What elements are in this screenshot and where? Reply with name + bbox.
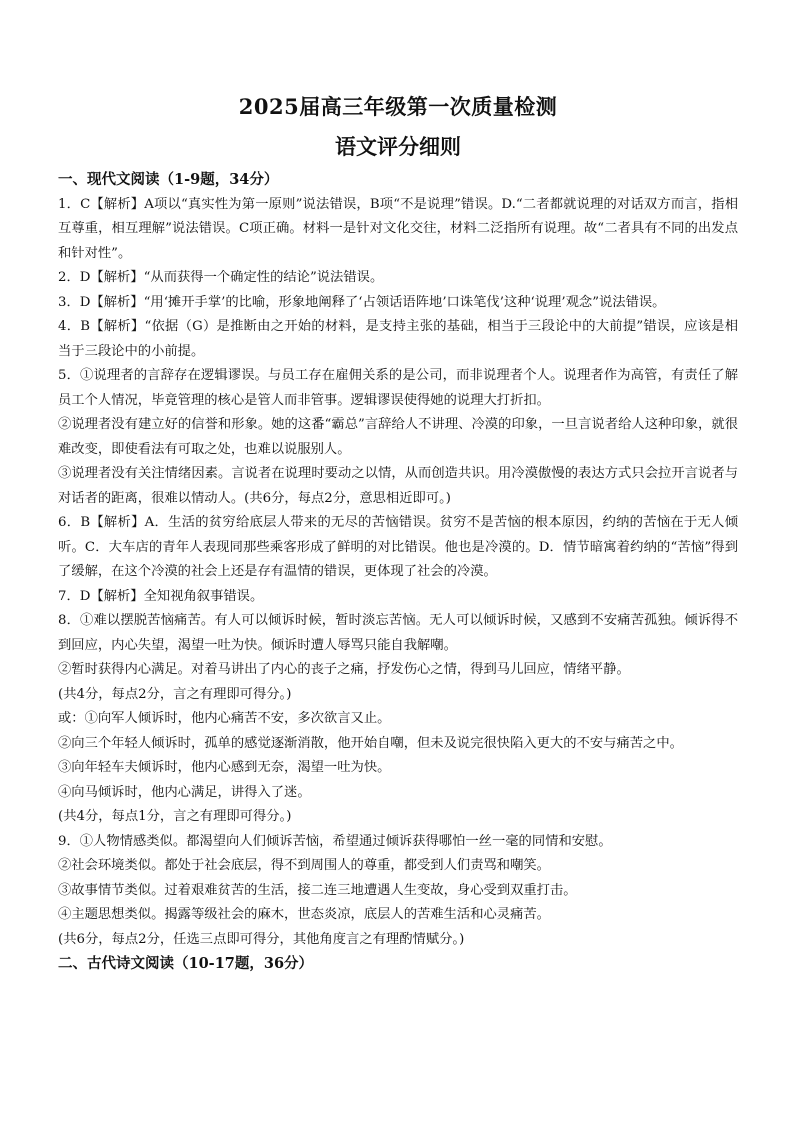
section-modern-reading [58,168,738,952]
answer-paragraph: ③说理者没有关注情绪因素。言说者在说理时要动之以情，从而创造共识。用冷漠傲慢的表达方式只会拉开言说者与对话者的距离，很难以情动人。(共6分，每点2分，意思相近即可。) [58,466,738,506]
section-classical-reading [58,952,738,977]
answer-paragraph: ②暂时获得内心满足。对着马讲出了内心的丧子之痛，抒发伤心之情，得到马儿回应，情绪平静。 [58,662,630,677]
answer-paragraph: 9．①人物情感类似。都渴望向人们倾诉苦恼，希望通过倾诉获得哪怕一丝一毫的同情和安慰。 [58,833,612,849]
answer-paragraph: ②向三个年轻人倾诉时，孤单的感觉逐渐消散，他开始自嘲，但未及说完很快陷入更大的不安与痛苦之中。 [58,735,683,751]
answer-paragraph: ②社会环境类似。都处于社会底层，得不到周围人的尊重，都受到人们责骂和嘲笑。 [58,858,550,873]
answer-paragraph: ④主题思想类似。揭露等级社会的麻木，世态炎凉，底层人的苦难生活和心灵痛苦。 [58,907,550,922]
answer-paragraph: 7．D【解析】全知视角叙事错误。 [58,588,264,604]
section-heading: 一、现代文阅读（1-9题，34分） [58,171,279,188]
answer-paragraph: 4．B【解析】“依据（G）是推断由之开始的材料，是支持主张的基础，相当于三段论中的大前提”错误，应该是相当于三段论中的小前提。 [58,319,738,359]
answer-paragraph: ③向年轻车夫倾诉时，他内心感到无奈，渴望一吐为快。 [58,760,391,775]
answer-paragraph: ④向马倾诉时，他内心满足，讲得入了迷。 [58,784,311,800]
answer-paragraph: 2．D【解析】“从而获得一个确定性的结论”说法错误。 [58,270,384,285]
answer-paragraph: 5．①说理者的言辞存在逻辑谬误。与员工存在雇佣关系的是公司，而非说理者个人。说理者作为高管，有责任了解员工个人情况，毕竟管理的核心是管人而非管事。逻辑谬误使得她的说理大打折扣。 [58,368,738,408]
answer-paragraph: 或：①向军人倾诉时，他内心痛苦不安，多次欲言又止。 [58,711,391,726]
scoring-note: (共6分，每点2分，任选三点即可得分，其他角度言之有理酌情赋分。) [58,931,465,947]
section-heading: 二、古代诗文阅读（10-17题，36分） [58,955,314,972]
answer-key-page [58,92,738,977]
answer-paragraph: 3．D【解析】“用‘摊开手掌’的比喻，形象地阐释了‘占领话语阵地’口诛笔伐’这种‘说理’观念”说法错误。 [58,294,666,310]
answer-paragraph: 1．C【解析】A项以“真实性为第一原则”说法错误，B项“不是说理”错误。D.“二者都就说理的对话双方而言，指相互尊重，相互理解”说法错误。C项正确。材料一是针对文化交往，材料二泛指所有说理。故“二者具有不同的出发点和针对性”。 [58,196,738,261]
answer-paragraph: 8．①难以摆脱苦恼痛苦。有人可以倾诉时候，暂时淡忘苦恼。无人可以倾诉时候，又感到不安痛苦孤独。倾诉得不到回应，内心失望，渴望一吐为快。倾诉时遭人辱骂只能自我解嘲。 [58,613,738,653]
scoring-note: (共4分，每点1分，言之有理即可得分。) [58,809,292,824]
page-subtitle: 语文评分细则 [335,134,461,159]
answer-paragraph: ③故事情节类似。过着艰难贫苦的生活，接二连三地遭遇人生变故，身心受到双重打击。 [58,882,577,898]
answer-paragraph: 6．B【解析】A．生活的贫穷给底层人带来的无尽的苦恼错误。贫穷不是苦恼的根本原因，约纳的苦恼在于无人倾听。C．大车店的青年人表现同那些乘客形成了鲜明的对比错误。他也是冷漠的。D．情节暗寓着约纳的“苦恼”得到了缓解，在这个冷漠的社会上还是存有温情的错误，更体现了社会的冷漠。 [58,515,738,579]
page-title: 2025届高三年级第一次质量检测 [238,94,558,119]
answer-paragraph: ②说理者没有建立好的信誉和形象。她的这番“霸总”言辞给人不讲理、冷漠的印象，一旦言说者给人这种印象，就很难改变，即使看法有可取之处，也难以说服别人。 [58,417,738,457]
scoring-note: (共4分，每点2分，言之有理即可得分。) [58,686,292,702]
